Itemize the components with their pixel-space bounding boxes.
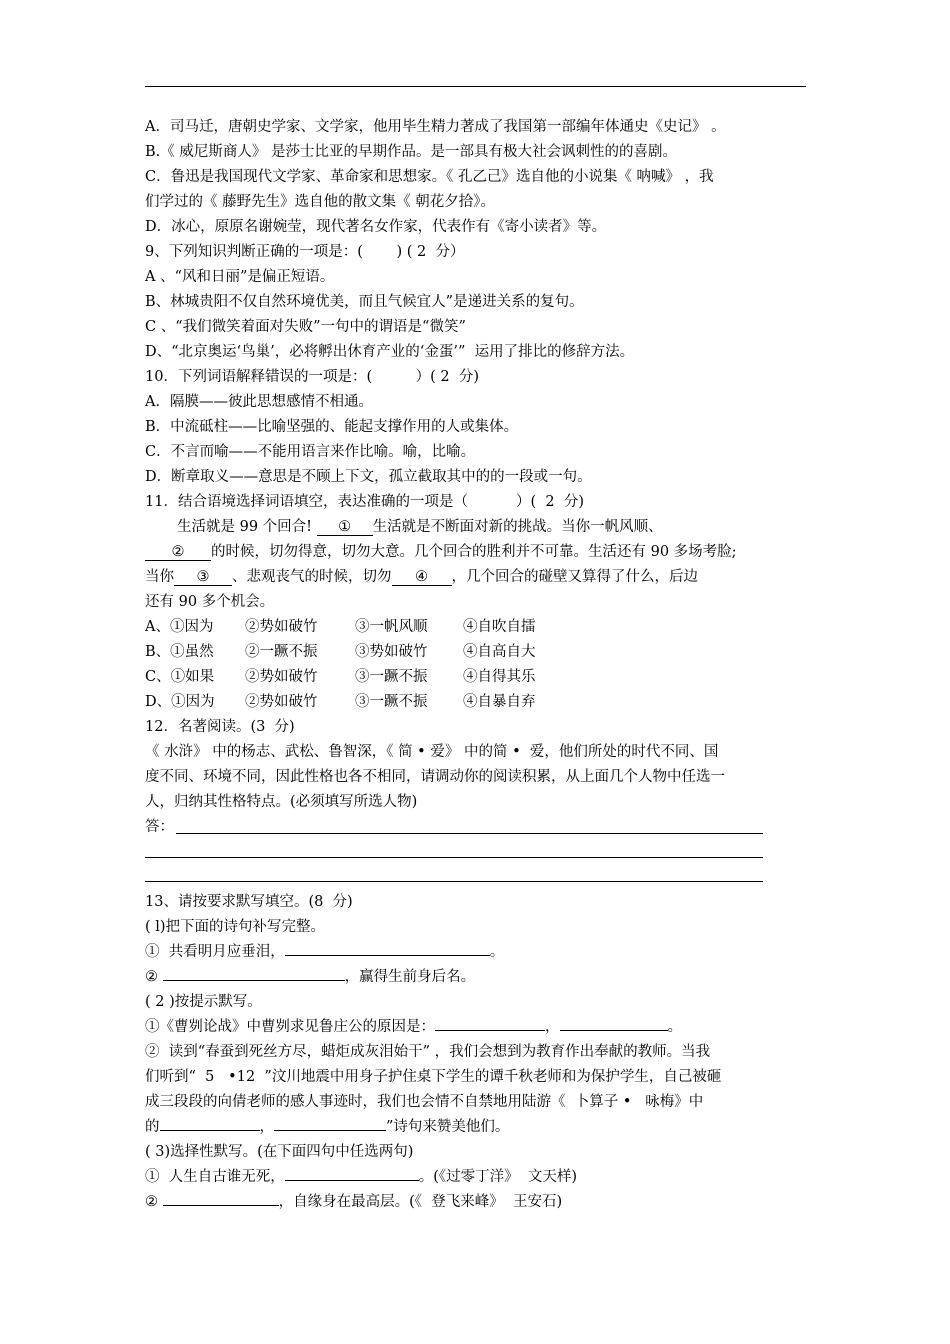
q11-option-d — [145, 693, 536, 711]
q13-text: 的 — [145, 1119, 160, 1135]
q11-text: 生活就是不断面对新的挑战。当你一帆风顺、 — [372, 519, 663, 535]
q8-option-c-line2: 们学过的《 藤野先生》选自他的散文集《 朝花夕拾》。 — [145, 194, 495, 210]
header-rule — [145, 86, 806, 87]
q12-answer-line-3[interactable] — [145, 881, 763, 882]
q11-text: 的时候，切勿得意，切勿大意。几个回合的胜利并不可靠。生活还有 90 多场考脸; — [211, 544, 737, 560]
q13-text: ”诗句来赞美他们。 — [386, 1119, 510, 1135]
q11-option-item: ②势如破竹 — [245, 669, 318, 685]
q13-part1-heading: ( l)把下面的诗句补写完整。 — [145, 919, 326, 935]
q13-text: ① 共看明月应垂泪， — [145, 944, 285, 960]
q8-option-c-line1: C．鲁迅是我国现代文学家、革命家和思想家。《 孔乙己》选自他的小说集《 呐喊》 ，我 — [145, 169, 714, 185]
q11-stem: 11．结合语境选择词语填空，表达准确的一项是（ ）( 2 分) — [145, 494, 585, 510]
q11-option-item: ④自得其乐 — [463, 669, 536, 685]
q11-option-item: ②一蹶不振 — [245, 644, 318, 660]
q13-text: 。 — [489, 944, 505, 960]
q12-prompt-line1: 《 水浒》 中的杨志、武松、鲁智深，《 简 • 爱》 中的简 • 爱，他们所处的时代不同、国 — [145, 744, 719, 760]
q11-option-item: ②势如破竹 — [245, 694, 318, 710]
q11-text: 、悲观丧气的时候，切勿 — [232, 569, 392, 585]
q11-option-item: ④自暴自弃 — [463, 694, 536, 710]
q10-option-b: B．中流砥柱——比喻坚强的、能起支撑作用的人或集体。 — [145, 419, 519, 435]
q10-stem: 10．下列词语解释错误的一项是：( ）( 2 分) — [145, 369, 479, 385]
q11-option-item: ③一蹶不振 — [355, 669, 428, 685]
q9-stem: 9、下列知识判断正确的一项是：( ) ( 2 分） — [145, 244, 465, 260]
q11-option-item: A、①因为 — [145, 619, 214, 635]
q11-blank-1[interactable]: ① — [317, 519, 373, 536]
q13-blank-8[interactable] — [163, 1205, 279, 1206]
q13-line-8 — [145, 1168, 577, 1186]
q13-text: 。 — [667, 1019, 682, 1035]
q12-prompt-line3: 人，归纳其性格特点。(必须填写所选人物) — [145, 794, 418, 810]
q13-line-1 — [145, 943, 504, 961]
q13-text: ， — [259, 1119, 274, 1135]
q13-blank-6[interactable] — [274, 1130, 386, 1131]
q11-option-b — [145, 643, 536, 661]
q11-blank-3[interactable]: ③ — [174, 569, 232, 586]
q13-stem: 13、请按要求默写填空。(8 分) — [145, 894, 353, 910]
q11-text: ，几个回合的碰壁又算得了什么，后边 — [451, 569, 698, 585]
q13-text: ② — [145, 969, 163, 985]
q13-line-6: 成三段段的向倩老师的感人事迹时，我们也会情不自禁地用陆游《 卜算子 • 咏梅》中 — [145, 1094, 704, 1110]
q10-option-c: C．不言而喻——不能用语言来作比喻。喻，比喻。 — [145, 444, 476, 460]
q11-option-a — [145, 618, 536, 636]
q12-stem: 12．名著阅读。(3 分) — [145, 719, 295, 735]
q13-line-5: 们听到“ 5 •12 ”汶川地震中用身子护住桌下学生的谭千秋老师和为保护学生，自己被砸 — [145, 1069, 722, 1085]
q13-blank-1[interactable] — [285, 955, 490, 956]
q11-option-item: ④自高自大 — [463, 644, 536, 660]
q10-option-a: A．隔膜——彼此思想感情不相通。 — [145, 394, 373, 410]
q8-option-d: D．冰心，原原名谢婉莹，现代著名女作家，代表作有《寄小读者》等。 — [145, 219, 607, 235]
q13-text: 。(《过零丁洋》 文天样) — [418, 1169, 578, 1185]
q12-prompt-line2: 度不同、环境不同，因此性格也各不相同，请调动你的阅读积累，从上面几个人物中任选一 — [145, 769, 725, 785]
q9-option-d: D、“北京奥运‘鸟巢’，必将孵出休育产业的‘金蛋’” 运用了排比的修辞方法。 — [145, 344, 635, 360]
q13-blank-7[interactable] — [285, 1180, 419, 1181]
q13-blank-4[interactable] — [560, 1030, 668, 1031]
q11-passage-line3 — [145, 568, 698, 586]
q11-blank-2[interactable]: ② — [145, 544, 211, 561]
q11-option-item: ④自吹自擂 — [463, 619, 536, 635]
q12-answer-label: 答： — [145, 819, 174, 835]
q11-blank-4[interactable]: ④ — [392, 569, 452, 586]
q11-option-item: ③一帆风顺 — [355, 619, 428, 635]
q13-line-2 — [145, 968, 475, 986]
q10-option-d: D．断章取义——意思是不顾上下文，孤立截取其中的的一段或一句。 — [145, 469, 592, 485]
q11-option-c — [145, 668, 536, 686]
q11-option-item: B、①虽然 — [145, 644, 214, 660]
q9-option-c: C 、“我们微笑着面对失败”一句中的谓语是“微笑” — [145, 319, 466, 335]
q11-option-item: ③势如破竹 — [355, 644, 428, 660]
q13-text: ，赢得生前身后名。 — [344, 969, 476, 985]
q11-passage-line2 — [145, 543, 737, 561]
q13-blank-5[interactable] — [160, 1130, 260, 1131]
q9-option-b: B、林城贵阳不仅自然环境优美，而且气候宜人”是递进关系的复句。 — [145, 294, 584, 310]
q11-text: 生活就是 99 个回合! — [177, 519, 317, 535]
q12-answer-line-2[interactable] — [145, 857, 763, 858]
q13-text: ② — [145, 1194, 163, 1210]
q11-option-item: D、①因为 — [145, 694, 215, 710]
q13-blank-2[interactable] — [163, 980, 345, 981]
q11-option-item: ③一蹶不振 — [355, 694, 428, 710]
q11-option-item: ②势如破竹 — [245, 619, 318, 635]
q13-line-3 — [145, 1018, 682, 1036]
q13-line-7 — [145, 1118, 509, 1136]
q12-answer-line-1[interactable] — [176, 833, 763, 834]
q13-line-9 — [145, 1193, 562, 1211]
q13-text: ①《曹刿论战》中曹刿求见鲁庄公的原因是： — [145, 1019, 435, 1035]
q8-option-b: B.《 威尼斯商人》 是莎士比亚的早期作品。是一部具有极大社会讽刺性的的喜剧。 — [145, 144, 677, 160]
q11-text: 当你 — [145, 569, 174, 585]
q13-part3-heading: ( 3)选择性默写。(在下面四句中任选两句) — [145, 1144, 414, 1160]
q13-text: ，自缘身在最高层。(《 登飞来峰》 王安石) — [278, 1194, 563, 1210]
q13-text: ， — [545, 1019, 560, 1035]
q11-passage-line4: 还有 90 多个机会。 — [145, 594, 275, 610]
q13-part2-heading: ( 2 )按提示默写。 — [145, 994, 262, 1010]
q9-option-a: A 、“风和日丽”是偏正短语。 — [145, 269, 335, 285]
q11-option-item: C、①如果 — [145, 669, 215, 685]
q13-text: ① 人生自古谁无死， — [145, 1169, 285, 1185]
q13-line-4: ② 读到“春蚕到死丝方尽，蜡炬成灰泪始干” ，我们会想到为教育作出奉献的教师。当我 — [145, 1044, 711, 1060]
q11-passage-line1 — [177, 518, 663, 536]
q13-blank-3[interactable] — [435, 1030, 545, 1031]
q8-option-a: A．司马迁，唐朝史学家、文学家，他用毕生精力著成了我国第一部编年体通史《史记》 。 — [145, 119, 726, 135]
